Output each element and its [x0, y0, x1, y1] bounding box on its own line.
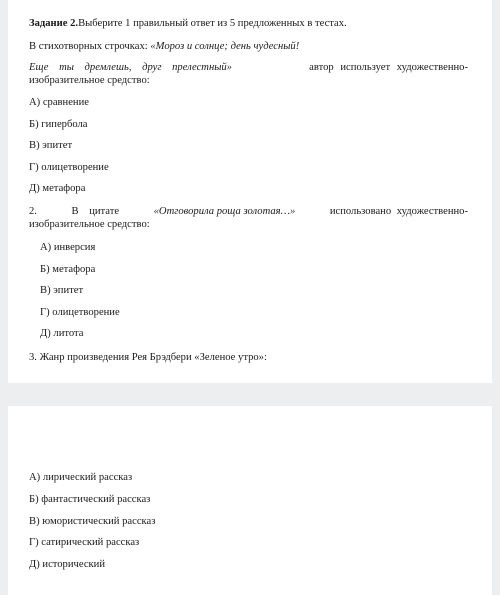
q3-option-c: В) юмористический рассказ	[29, 516, 156, 527]
q1-quote-line	[29, 61, 468, 74]
q3-option-b: Б) фантастический рассказ	[29, 494, 151, 505]
document-page-1	[8, 0, 492, 383]
q2-rest: использовано художественно-	[329, 206, 468, 217]
q2-line	[29, 205, 468, 218]
q2-prefix: В цитате	[71, 206, 120, 217]
q1-option-d: Г) олицетворение	[29, 162, 109, 173]
q1-option-e: Д) метафора	[29, 183, 86, 194]
task-title: Задание 2.	[29, 18, 79, 29]
q2-quote: «Отговорила роща золотая…»	[153, 206, 296, 217]
q2-option-b: Б) метафора	[40, 264, 96, 275]
q2-option-e: Д) литота	[40, 328, 84, 339]
q1-option-a: А) сравнение	[29, 97, 89, 108]
q2-option-d: Г) олицетворение	[40, 307, 120, 318]
q3-text: 3. Жанр произведения Рея Брэдбери «Зеленое утро»:	[29, 352, 267, 363]
q3-option-d: Г) сатирический рассказ	[29, 537, 140, 548]
q3-option-a: А) лирический рассказ	[29, 472, 133, 483]
document-page-2	[8, 406, 492, 595]
q1-quote: «Мороз и солнце; день чудесный!	[150, 41, 300, 52]
q1-option-c: В) эпитет	[29, 140, 73, 151]
q2-rest-2: изобразительное средство:	[29, 219, 150, 230]
q3-option-e: Д) исторический	[29, 559, 106, 570]
q1-option-b: Б) гипербола	[29, 119, 88, 130]
q1-intro: В стихотворных строчках:	[29, 41, 148, 52]
task-instruction: Выберите 1 правильный ответ из 5 предложенных в тестах.	[78, 18, 347, 29]
q1-rest: автор использует художественно-	[309, 62, 468, 73]
task-heading	[29, 17, 347, 30]
q2-num: 2.	[29, 206, 37, 217]
q1-intro-line	[29, 40, 299, 53]
q1-rest-2: изобразительное средство:	[29, 75, 150, 86]
q2-option-a: А) инверсия	[40, 242, 96, 253]
q1-quote-2: Еще ты дремлешь, друг прелестный»	[29, 62, 232, 73]
q2-option-c: В) эпитет	[40, 285, 84, 296]
